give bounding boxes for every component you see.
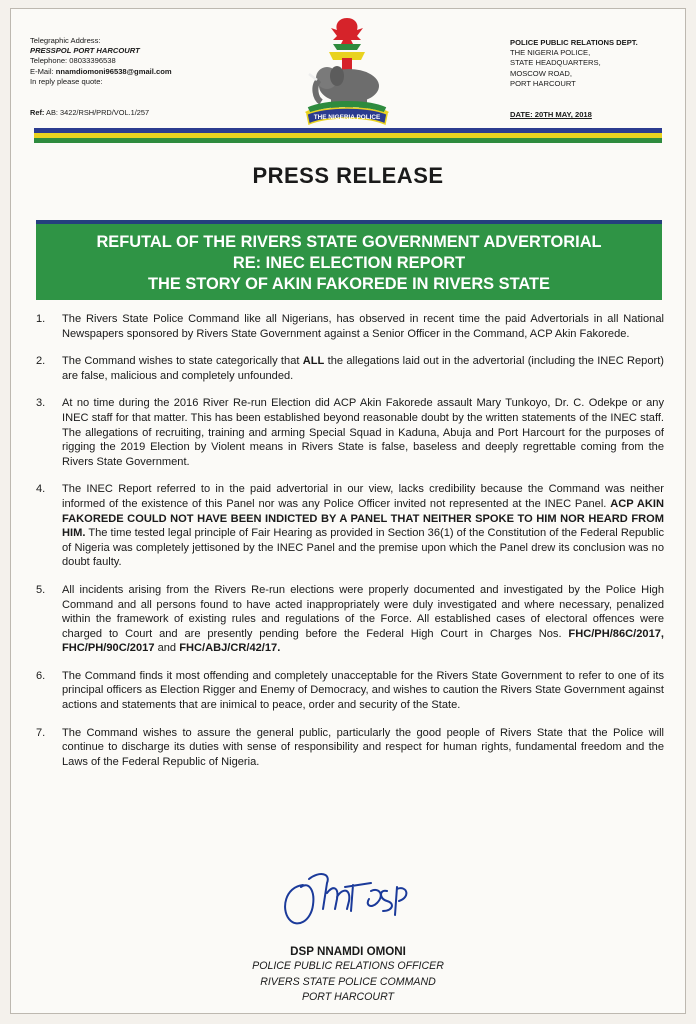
- release-paragraphs: [30, 312, 664, 782]
- telegraphic-address-block: [30, 36, 172, 87]
- press-release-title: PRESS RELEASE: [252, 163, 444, 188]
- paragraph-number: 4.: [36, 483, 46, 496]
- headline-line-3: THE STORY OF AKIN FAKOREDE IN RIVERS STATE: [148, 275, 550, 293]
- headline-line-2: RE: INEC ELECTION REPORT: [232, 254, 466, 272]
- paragraph-number: 6.: [36, 669, 46, 682]
- header-color-stripes: [34, 128, 662, 143]
- department-name: POLICE PUBLIC RELATIONS DEPT.: [510, 38, 638, 47]
- stripe-green: [34, 138, 662, 143]
- signatory-location: PORT HARCOURT: [301, 991, 395, 1004]
- signature-block: [0, 944, 696, 1006]
- ref-value: AB: 3422/RSH/PRD/VOL.1/257: [44, 108, 150, 117]
- nigeria-police-crest-icon: [287, 14, 407, 132]
- charge-number-last: FHC/ABJ/CR/42/17.: [179, 642, 281, 655]
- paragraph-2: [30, 354, 664, 383]
- paragraph-emphasis: ALL: [302, 355, 325, 368]
- paragraph-text: The Command finds it most offending and completely unacceptable for the Rivers State Government to refer to one of its principal officers as Election Rigger and Enemy of Democracy, and wishes to caution the Rivers State Government against actions and statements that are inimical to peace, order and security of the State.: [62, 669, 664, 712]
- paragraph-text-c: the allegations laid out in the advertorial (including the INEC Report) are false, malicious and completely unfounded.: [62, 355, 664, 382]
- headline-banner: [36, 220, 662, 300]
- email-address: nnamdiomoni96538@gmail.com: [55, 66, 172, 76]
- paragraph-number: 7.: [36, 726, 46, 739]
- paragraph-5: [30, 583, 664, 656]
- signatory-name: DSP NNAMDI OMONI: [290, 945, 406, 958]
- headline-line-1: REFUTAL OF THE RIVERS STATE GOVERNMENT ADVERTORIAL: [96, 233, 602, 251]
- paragraph-number: 3.: [36, 397, 46, 410]
- paragraph-text-a: All incidents arising from the Rivers Re-run elections were properly documented and investigated by the Police High Command and all persons found to have acted inappropriately were duly investigated and where necessary, penalized within the framework of existing rules and regulations of the Force. All established cases of electoral offences were charged to Court and are presently pending before the Federal High Court in Charges Nos.: [62, 583, 664, 640]
- telegraphic-address: PRESSPOL PORT HARCOURT: [30, 46, 140, 56]
- ref-label: Ref:: [30, 108, 45, 117]
- signatory-command: RIVERS STATE POLICE COMMAND: [260, 975, 436, 988]
- reference-number: [30, 108, 149, 117]
- paragraph-4: [30, 482, 664, 570]
- paragraph-text: The Rivers State Police Command like all Nigerians, has observed in recent time the paid Advertorials in all National Newspapers sponsored by Rivers State Government against a Senior Officer in the Command, ACP Akin Fakorede.: [62, 313, 664, 340]
- signatory-title: POLICE PUBLIC RELATIONS OFFICER: [252, 960, 444, 973]
- paragraph-text: At no time during the 2016 River Re-run Election did ACP Akin Fakorede assault Mary Tunkoyo, Dr. C. Odekpe or any INEC staff for that matter. This has been established beyond reasonable doubt by the written statements of the INEC staff. The allegations of recruiting, training and arming Special Squad in Kaduna, Abuja and Port Harcourt for the purposes of rigging the 2019 Election by Violent means in Rivers State is false, baseless and deeply regrettable coming from the Rivers State Government.: [62, 397, 664, 468]
- address-line-2: STATE HEADQUARTERS,: [510, 58, 601, 68]
- paragraph-7: [30, 726, 664, 770]
- paragraph-3: [30, 396, 664, 469]
- telephone: Telephone: 08033396538: [30, 56, 116, 66]
- paragraph-text-c: and: [154, 642, 180, 655]
- paragraph-number: 5.: [36, 583, 46, 596]
- paragraph-number: 2.: [36, 355, 46, 368]
- email-label: E-Mail:: [30, 66, 56, 76]
- release-date: DATE: 20TH MAY, 2018: [510, 110, 592, 119]
- paragraph-text-a: The INEC Report referred to in the paid advertorial in our view, lacks credibility because the Command was neither informed of the existence of this Panel nor was any Police Officer invited not represented at the INEC Panel.: [62, 483, 664, 510]
- crest-ribbon-text: THE NIGERIA POLICE: [313, 114, 381, 121]
- paragraph-emphasis: ACP AKIN FAKOREDE COULD NOT HAVE BEEN INDICTED BY A PANEL THAT NEITHER SPOKE TO HIM NOR HEARD FROM HIM.: [62, 497, 664, 540]
- telegraphic-label: Telegraphic Address:: [30, 36, 101, 45]
- reply-quote: In reply please quote:: [30, 76, 103, 86]
- paragraph-text-c: The time tested legal principle of Fair Hearing as provided in Section 36(1) of the Constitution of the Federal Republic of Nigeria was completely jettisoned by the INEC Panel and the premise upon which the Panel drew its conclusion was no doubt faulty.: [62, 527, 664, 569]
- address-line-3: MOSCOW ROAD,: [510, 68, 573, 78]
- email-line: [30, 67, 172, 77]
- paragraph-text: The Command wishes to assure the general public, particularly the good people of Rivers State that the Police will continue to discharge its duties with sense of responsibility and respect for human rights, fundamental freedom and the Laws of the Federal Republic of Nigeria.: [62, 726, 664, 768]
- handwritten-signature: [275, 865, 425, 935]
- paragraph-6: [30, 669, 664, 713]
- paragraph-text-a: The Command wishes to state categorically that: [62, 355, 303, 368]
- paragraph-number: 1.: [36, 313, 46, 325]
- paragraph-1: [30, 312, 664, 341]
- address-line-4: PORT HARCOURT: [510, 78, 576, 88]
- charge-numbers: FHC/PH/86C/2017, FHC/PH/90C/2017: [62, 627, 664, 655]
- address-line-1: THE NIGERIA POLICE,: [510, 48, 591, 58]
- department-address-block: [510, 38, 638, 89]
